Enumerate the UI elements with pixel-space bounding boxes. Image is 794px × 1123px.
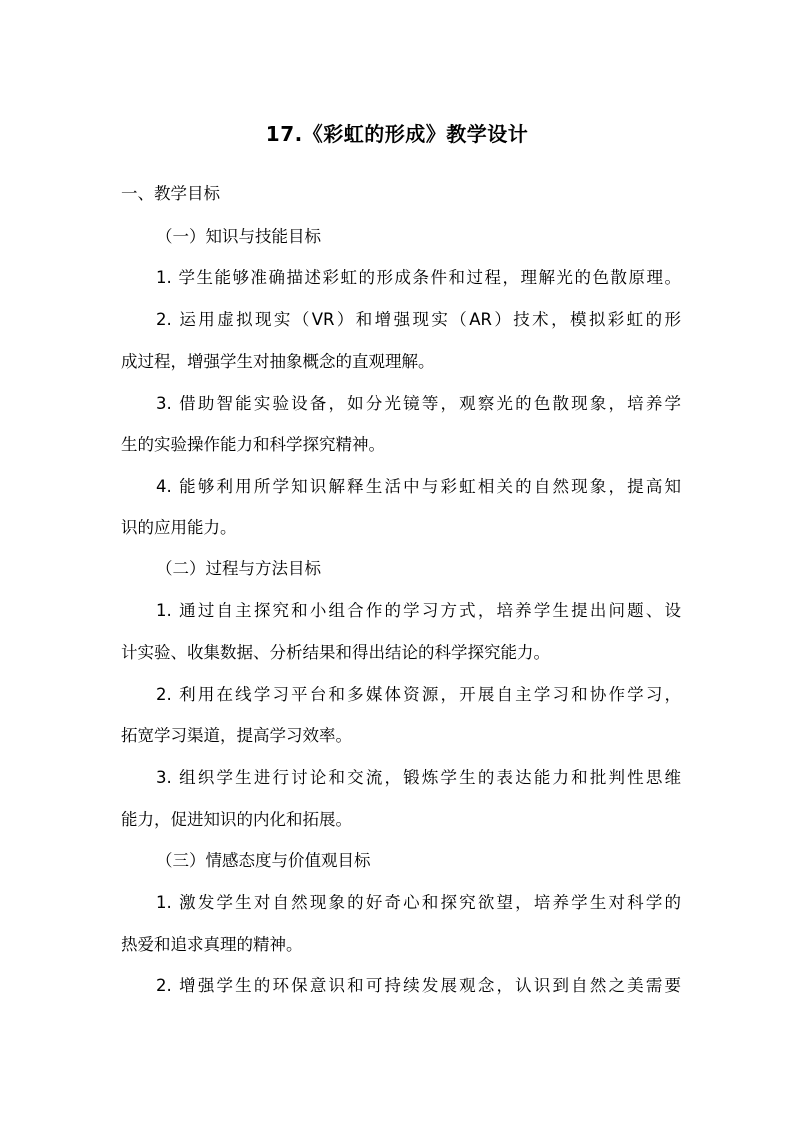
subsection-heading-process: （二）过程与方法目标 <box>156 559 321 578</box>
process-item-3-line-1: 3. 组织学生进行讨论和交流，锻炼学生的表达能力和批判性思维 <box>156 768 681 787</box>
subsection-heading-attitude: （三）情感态度与价值观目标 <box>156 851 371 870</box>
knowledge-item-2-line-1: 2. 运用虚拟现实（VR）和增强现实（AR）技术，模拟彩虹的形 <box>156 310 681 329</box>
attitude-item-1-line-2: 热爱和追求真理的精神。 <box>121 935 303 954</box>
process-item-2-line-1: 2. 利用在线学习平台和多媒体资源，开展自主学习和协作学习， <box>156 685 681 704</box>
process-item-3-line-2: 能力，促进知识的内化和拓展。 <box>121 810 352 829</box>
process-item-1-line-2: 计实验、收集数据、分析结果和得出结论的科学探究能力。 <box>121 643 550 662</box>
knowledge-item-1: 1. 学生能够准确描述彩虹的形成条件和过程，理解光的色散原理。 <box>156 268 681 287</box>
section-heading-objectives: 一、教学目标 <box>121 184 220 203</box>
process-item-1-line-1: 1. 通过自主探究和小组合作的学习方式，培养学生提出问题、设 <box>156 601 681 620</box>
page-title: 17.《彩虹的形成》教学设计 <box>265 122 529 146</box>
process-item-2-line-2: 拓宽学习渠道，提高学习效率。 <box>121 726 352 745</box>
knowledge-item-2-line-2: 成过程，增强学生对抽象概念的直观理解。 <box>121 352 435 371</box>
knowledge-item-3-line-2: 生的实验操作能力和科学探究精神。 <box>121 435 385 454</box>
subsection-heading-knowledge: （一）知识与技能目标 <box>156 227 321 246</box>
knowledge-item-3-line-1: 3. 借助智能实验设备，如分光镜等，观察光的色散现象，培养学 <box>156 394 681 413</box>
knowledge-item-4-line-1: 4. 能够利用所学知识解释生活中与彩虹相关的自然现象，提高知 <box>156 477 681 496</box>
knowledge-item-4-line-2: 识的应用能力。 <box>121 518 237 537</box>
attitude-item-2-line-1: 2. 增强学生的环保意识和可持续发展观念，认识到自然之美需要 <box>156 976 681 995</box>
attitude-item-1-line-1: 1. 激发学生对自然现象的好奇心和探究欲望，培养学生对科学的 <box>156 893 681 912</box>
